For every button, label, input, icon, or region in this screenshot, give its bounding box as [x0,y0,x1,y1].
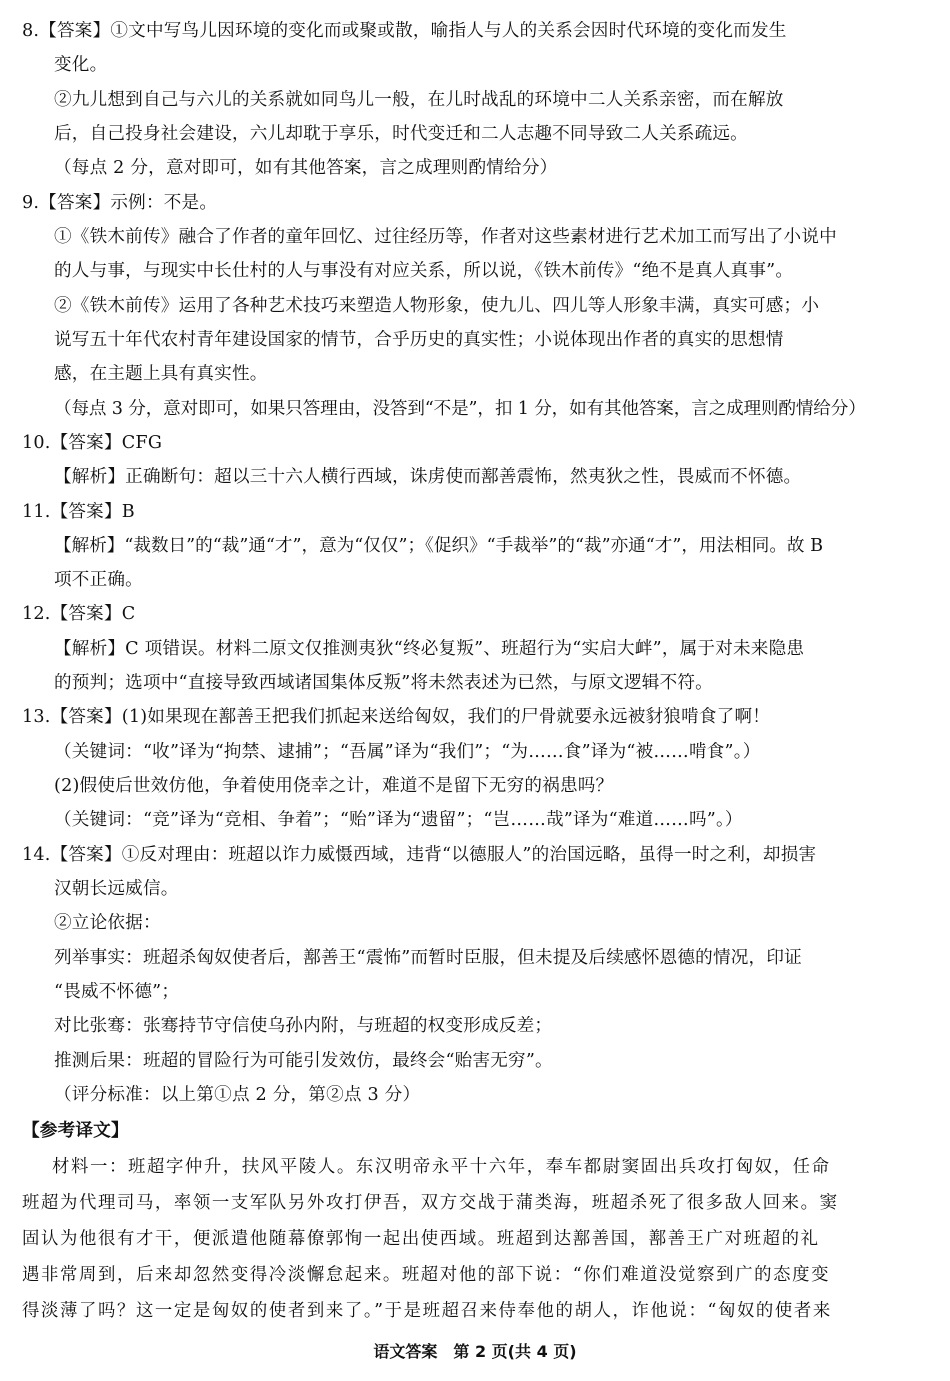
q9-point1-line-2: 的人与事，与现实中长仕村的人与事没有对应关系，所以说，《铁木前传》“绝不是真人真事”。 [54,261,794,281]
q14-facts-line-2: “畏威不怀德”； [54,982,180,1002]
translation-line-2: 班超为代理司马，率领一支军队另外攻打伊吾，双方交战于蒲类海，班超杀死了很多敌人回来。窦 [22,1193,839,1213]
translation-line-5: 得淡薄了吗？这一定是匈奴的使者到来了。”于是班超召来侍奉他的胡人，诈他说：“匈奴的使者来 [22,1301,832,1321]
q8-point2-line-1: ②九儿想到自己与六儿的关系就如同鸟儿一般，在儿时战乱的环境中二人关系亲密，而在解放 [54,90,784,110]
q9-point2-line-3: 感，在主题上具有真实性。 [54,364,268,384]
q9-answer-line: 9.【答案】示例：不是。 [22,193,218,213]
q11-analysis-line-1: 【解析】“裁数日”的“裁”通“才”，意为“仅仅”；《促织》“手裁举”的“裁”亦通“才”，用法相同。故 B [54,536,824,556]
q9-point1-line-1: ①《铁木前传》融合了作者的童年回忆、过往经历等，作者对这些素材进行艺术加工而写出了小说中 [54,227,837,247]
q13-answer-line-1: 13.【答案】(1)如果现在鄯善王把我们抓起来送给匈奴，我们的尸骨就要永远被豺狼啃食了啊！ [22,707,771,727]
q8-answer-line-2: 变化。 [54,55,108,75]
q12-answer-line: 12.【答案】C [22,604,136,624]
q12-analysis-line-2: 的预判；选项中“直接导致西域诸国集体反叛”将未然表述为已然，与原文逻辑不符。 [54,673,713,693]
q9-point2-line-1: ②《铁木前传》运用了各种艺术技巧来塑造人物形象，使九儿、四儿等人形象丰满，真实可感；小 [54,296,820,316]
q13-answer-line-2: (2)假使后世效仿他，争着使用侥幸之计，难道不是留下无穷的祸患吗？ [54,776,614,796]
q8-answer-line-1: 8.【答案】①文中写鸟儿因环境的变化而或聚或散，喻指人与人的关系会因时代环境的变化而发生 [22,21,787,41]
q11-analysis-line-2: 项不正确。 [54,570,143,590]
q8-point2-line-2: 后，自己投身社会建设，六儿却耽于享乐，时代变迁和二人志趣不同导致二人关系疏远。 [54,124,748,144]
q14-contrast-line: 对比张骞：张骞持节守信使乌孙内附，与班超的权变形成反差； [54,1016,553,1036]
q14-facts-line-1: 列举事实：班超杀匈奴使者后，鄯善王“震怖”而暂时臣服，但未提及后续感怀恩德的情况，印证 [54,948,802,968]
q14-basis-heading: ②立论依据： [54,913,161,933]
q9-scoring-note: （每点 3 分，意对即可，如果只答理由，没答到“不是”，扣 1 分，如有其他答案，言之成理则酌情给分） [54,399,866,419]
q10-analysis-line: 【解析】正确断句：超以三十六人横行西域，诛虏使而鄯善震怖，然夷狄之性，畏威而不怀德。 [54,467,802,487]
q9-point2-line-2: 说写五十年代农村青年建设国家的情节，合乎历史的真实性；小说体现出作者的真实的思想情 [54,330,784,350]
q13-keywords-2: （关键词：“竞”译为“竞相、争着”；“贻”译为“遗留”；“岂……哉”译为“难道……吗”。） [54,810,743,830]
q8-scoring-note: （每点 2 分，意对即可，如有其他答案，言之成理则酌情给分） [54,158,558,178]
q12-analysis-line-1: 【解析】C 项错误。材料二原文仅推测夷狄“终必复叛”、班超行为“实启大衅”，属于对未来隐患 [54,639,805,659]
q14-answer-line-2: 汉朝长远威信。 [54,879,179,899]
q13-keywords-1: （关键词：“收”译为“拘禁、逮捕”；“吾属”译为“我们”；“为……食”译为“被……啃食”。） [54,742,761,762]
q10-answer-line: 10.【答案】CFG [22,433,163,453]
q14-scoring-note: （评分标准：以上第①点 2 分，第②点 3 分） [54,1085,421,1105]
translation-line-4: 遇非常周到，后来却忽然变得冷淡懈怠起来。班超对他的部下说：“你们难道没觉察到广的态度变 [22,1265,831,1285]
translation-line-3: 固认为他很有才干，便派遣他随幕僚郭恂一起出使西域。班超到达鄯善国，鄯善王广对班超的礼 [22,1229,820,1249]
q11-answer-line: 11.【答案】B [22,502,135,522]
q14-consequence-line: 推测后果：班超的冒险行为可能引发效仿，最终会“贻害无穷”。 [54,1051,553,1071]
translation-line-1: 材料一：班超字仲升，扶风平陵人。东汉明帝永平十六年，奉车都尉窦固出兵攻打匈奴，任命 [52,1157,831,1177]
q14-answer-line-1: 14.【答案】①反对理由：班超以诈力威慑西域，违背“以德服人”的治国远略，虽得一时之利，却损害 [22,845,817,865]
reference-translation-heading: 【参考译文】 [22,1121,129,1141]
page-footer: 语文答案 第 2 页(共 4 页) [373,1342,577,1361]
